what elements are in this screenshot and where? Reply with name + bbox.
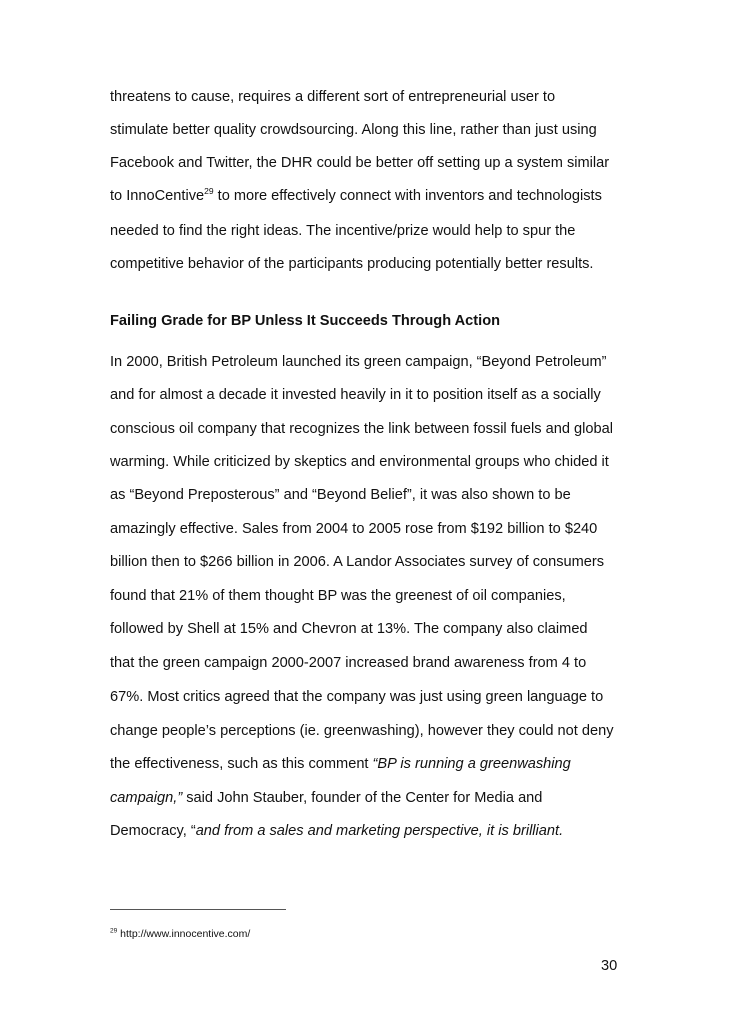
quote-text: campaign,” xyxy=(110,790,183,806)
paragraph-line: that the green campaign 2000-2007 increased brand awareness from 4 to xyxy=(110,655,587,671)
footnote-number: 29 xyxy=(110,927,118,935)
paragraph-line: In 2000, British Petroleum launched its green campaign, “Beyond Petroleum” xyxy=(110,354,607,370)
paragraph-text: to InnoCentive xyxy=(110,188,205,204)
paragraph-line: stimulate better quality crowdsourcing. Along this line, rather than just using xyxy=(110,122,597,138)
quote-text: and from a sales and marketing perspective, it is brilliant. xyxy=(195,823,564,839)
paragraph-line xyxy=(110,755,571,773)
footnote-separator xyxy=(110,909,286,910)
footnote-link[interactable]: http://www.innocentive.com/ xyxy=(117,928,251,940)
paragraph-text: said John Stauber, founder of the Center for Media and xyxy=(182,790,543,806)
paragraph-line: needed to find the right ideas. The incentive/prize would help to spur the xyxy=(110,223,576,239)
paragraph-line: 67%. Most critics agreed that the company was just using green language to xyxy=(110,689,604,705)
paragraph-line xyxy=(110,789,542,807)
paragraph-line: competitive behavior of the participants producing potentially better results. xyxy=(110,256,594,272)
page-number: 30 xyxy=(601,958,618,974)
paragraph-line xyxy=(110,822,563,840)
paragraph-line: and for almost a decade it invested heavily in it to position itself as a socially xyxy=(110,387,601,403)
section-heading: Failing Grade for BP Unless It Succeeds Through Action xyxy=(110,313,501,329)
quote-text: “BP is running a greenwashing xyxy=(372,756,571,772)
paragraph-line: as “Beyond Preposterous” and “Beyond Belief”, it was also shown to be xyxy=(110,487,571,503)
paragraph-line: followed by Shell at 15% and Chevron at 13%. The company also claimed xyxy=(110,621,588,637)
paragraph-line: conscious oil company that recognizes the link between fossil fuels and global xyxy=(110,421,613,437)
paragraph-line: amazingly effective. Sales from 2004 to 2005 rose from $192 billion to $240 xyxy=(110,521,598,537)
paragraph-text: the effectiveness, such as this comment xyxy=(110,756,373,772)
paragraph-line: found that 21% of them thought BP was the greenest of oil companies, xyxy=(110,588,566,604)
paragraph-line: Facebook and Twitter, the DHR could be better off setting up a system similar xyxy=(110,155,610,171)
footnote-reference[interactable]: 29 xyxy=(204,186,214,197)
paragraph-line xyxy=(110,187,602,205)
paragraph-line: threatens to cause, requires a different sort of entrepreneurial user to xyxy=(110,89,556,105)
paragraph-line: warming. While criticized by skeptics and environmental groups who chided it xyxy=(110,454,609,470)
paragraph-text: to more effectively connect with inventors and technologists xyxy=(213,188,602,204)
paragraph-line: billion then to $266 billion in 2006. A Landor Associates survey of consumers xyxy=(110,554,605,570)
footnote xyxy=(110,927,250,941)
paragraph-line: change people’s perceptions (ie. greenwashing), however they could not deny xyxy=(110,723,614,739)
paragraph-text: Democracy, “ xyxy=(110,823,196,839)
